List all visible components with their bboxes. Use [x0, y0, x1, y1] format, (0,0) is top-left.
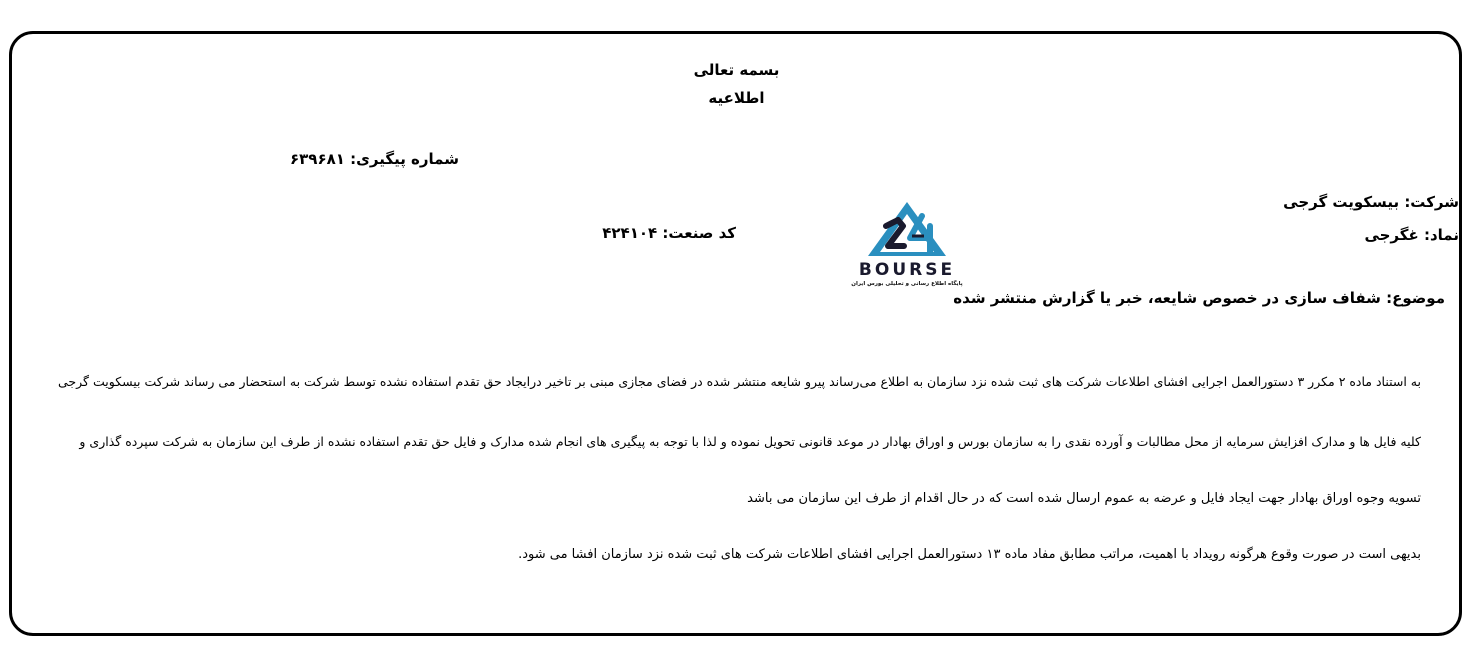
subject-text: شفاف سازی در خصوص شایعه، خبر یا گزارش منتشر شده — [953, 289, 1381, 307]
invocation-heading: بسمه تعالی — [693, 61, 780, 79]
bourse-24-logo-icon — [848, 196, 966, 260]
company-name: بیسکویت گرجی — [1283, 193, 1400, 211]
body-line-1: به استناد ماده ۲ مکرر ۳ دستورالعمل اجرایی افشای اطلاعات شرکت های ثبت شده نزد سازمان به اطلاع می‌رساند پیرو شایعه منتشر شده در فضای مجازی مبنی بر تاخیر درایجاد حق تقدم استفاده نشده توسط شرکت به استحضار می رساند شرکت بیسکویت گرجی — [58, 374, 1421, 389]
body-line-4: بدیهی است در صورت وقوع هرگونه رویداد با اهمیت، مراتب مطابق مفاد ماده ۱۳ دستورالعمل اجرایی افشای اطلاعات شرکت های ثبت شده نزد سازمان افشا می شود. — [518, 547, 1421, 562]
body-line-2: کلیه فایل ها و مدارک افزایش سرمایه از محل مطالبات و آورده نقدی را به سازمان بورس و اوراق بهادار در موعد قانونی تحویل نموده و لذا با توجه به پیگیری های انجام شده مدارک و فایل حق تقدم استفاده نشده از طرف این سازمان به شرکت سپرده گذاری و — [79, 434, 1421, 449]
body-line-3: تسویه وجوه اوراق بهادار جهت ایجاد فایل و عرضه به عموم ارسال شده است که در حال اقدام از طرف این سازمان می باشد — [747, 491, 1421, 506]
subject-label: موضوع: — [1386, 289, 1445, 307]
industry-code-label: کد صنعت: — [662, 224, 736, 242]
subject-field — [953, 289, 1445, 307]
industry-code-value: ۴۲۴۱۰۴ — [602, 224, 658, 242]
document-frame — [9, 31, 1462, 636]
company-label: شرکت: — [1404, 193, 1459, 211]
tracking-label: شماره پیگیری: — [350, 150, 459, 168]
symbol-value: غگرجی — [1364, 226, 1419, 244]
symbol-field — [1364, 226, 1459, 244]
tracking-number — [290, 150, 459, 168]
symbol-label: نماد: — [1423, 226, 1459, 244]
bourse-logo — [848, 196, 966, 300]
company-field — [1283, 193, 1459, 211]
logo-wordmark: BOURSE — [858, 260, 956, 280]
tracking-value: ۶۳۹۶۸۱ — [289, 150, 345, 168]
industry-code-field — [602, 224, 736, 242]
logo-tagline: پایگاه اطلاع رسانی و تحلیلی بورس ایران — [851, 281, 963, 287]
announcement-title: اطلاعیه — [708, 89, 765, 107]
